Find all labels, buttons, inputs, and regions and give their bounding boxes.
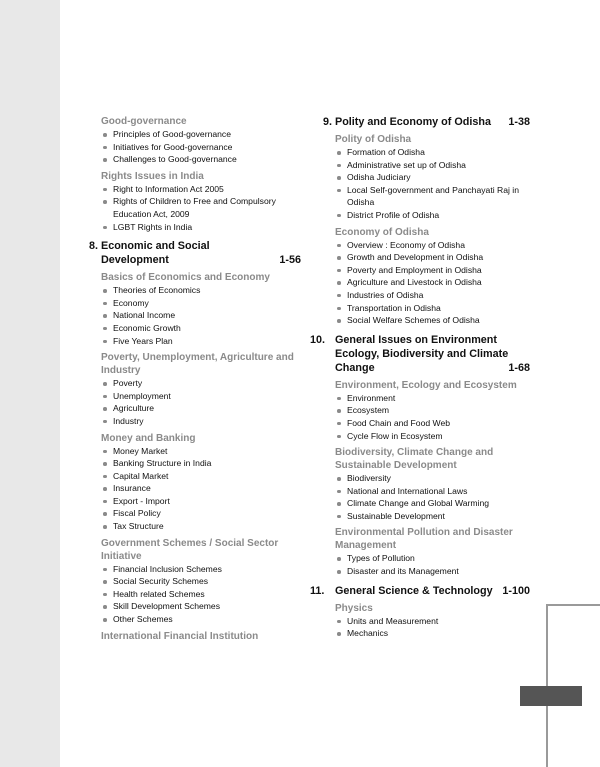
list-item: Food Chain and Food Web [335, 417, 530, 430]
list-item: Theories of Economics [101, 284, 301, 297]
list-item: Insurance [101, 482, 301, 495]
list-item: Types of Pollution [335, 552, 530, 565]
section-heading: Polity of Odisha [335, 134, 412, 145]
list-item: Money Market [101, 445, 301, 458]
list-item: Capital Market [101, 470, 301, 483]
section-heading: International Financial Institution [101, 630, 259, 642]
section-heading-rights-issues: Rights Issues in India [101, 170, 204, 182]
rights-issues-list [101, 183, 301, 233]
list-item: Unemployment [101, 390, 301, 403]
chapter-pages: 1-38 [508, 116, 530, 128]
section-heading: Poverty, Unemployment, Agriculture and Industry [101, 352, 294, 377]
chapter-10-heading [310, 333, 530, 375]
chapter-8-heading [89, 239, 301, 267]
list-item: Industry [101, 415, 301, 428]
list-item: Tax Structure [101, 520, 301, 533]
section-heading: Biodiversity, Climate Change and Sustainable Development [335, 447, 494, 472]
chapter-pages: 1-68 [508, 361, 530, 374]
section-heading: Environmental Pollution and Disaster Management [335, 527, 513, 552]
page-side-strip [0, 0, 60, 767]
list-item: Banking Structure in India [101, 457, 301, 470]
section-heading: Environment, Ecology and Ecosystem [335, 379, 517, 391]
list-item: Agriculture [101, 402, 301, 415]
list-item: Local Self-government and Panchayati Raj in Odisha [335, 184, 530, 209]
section-heading: Basics of Economics and Economy [101, 272, 270, 284]
chapter-11-heading [310, 584, 530, 598]
chapter-title: Economic and Social Development [101, 240, 210, 267]
list-item: Administrative set up of Odisha [335, 159, 530, 172]
list-item: Economic Growth [101, 322, 301, 335]
section-list [335, 239, 530, 327]
list-item: Ecosystem [335, 404, 530, 417]
list-item: National and International Laws [335, 485, 530, 498]
list-item: Agriculture and Livestock in Odisha [335, 276, 530, 289]
list-item: Poverty [101, 377, 301, 390]
list-item: Formation of Odisha [335, 146, 530, 159]
section-heading-good-governance: Good-governance [101, 116, 187, 127]
list-item: Other Schemes [101, 613, 301, 626]
list-item: Principles of Good-governance [101, 128, 301, 141]
list-item: Units and Measurement [335, 615, 530, 628]
good-governance-list [101, 128, 301, 166]
chapter-title: General Science & Technology [335, 584, 493, 597]
section-list [335, 552, 530, 577]
section-heading: Economy of Odisha [335, 226, 429, 238]
list-item: Biodiversity [335, 472, 530, 485]
list-item: Economy [101, 297, 301, 310]
list-item: Export - Import [101, 495, 301, 508]
chapter-pages: 1-100 [502, 584, 530, 597]
list-item: District Profile of Odisha [335, 209, 530, 222]
section-list [335, 146, 530, 222]
toc-left-column [89, 115, 301, 643]
list-item: Growth and Development in Odisha [335, 251, 530, 264]
list-item: Rights of Children to Free and Compulsory Education Act, 2009 [101, 195, 301, 220]
chapter-number: 8. [89, 240, 99, 253]
list-item: Climate Change and Global Warming [335, 497, 530, 510]
chapter-title: General Issues on Environment Ecology, Biodiversity and Climate Change [335, 333, 509, 374]
list-item: Industries of Odisha [335, 289, 530, 302]
chapter-pages: 1-56 [279, 254, 301, 267]
list-item: Odisha Judiciary [335, 171, 530, 184]
chapter-number: 9. [323, 116, 333, 128]
list-item: Disaster and its Management [335, 565, 530, 578]
list-item: Five Years Plan [101, 335, 301, 348]
list-item: Overview : Economy of Odisha [335, 239, 530, 252]
chapter-number: 11. [310, 584, 325, 597]
list-item: Fiscal Policy [101, 507, 301, 520]
page-tab-marker [520, 686, 582, 706]
toc-right-column [310, 115, 530, 640]
list-item: Social Welfare Schemes of Odisha [335, 314, 530, 327]
chapter-title: Polity and Economy of Odisha [335, 116, 491, 128]
list-item: Initiatives for Good-governance [101, 141, 301, 154]
section-list [101, 563, 301, 626]
list-item: Environment [335, 392, 530, 405]
list-item: Financial Inclusion Schemes [101, 563, 301, 576]
section-list [101, 284, 301, 347]
corner-frame-horizontal [546, 604, 600, 606]
list-item: Right to Information Act 2005 [101, 183, 301, 196]
section-heading: Physics [335, 602, 373, 614]
section-list [335, 472, 530, 522]
list-item: Transportation in Odisha [335, 302, 530, 315]
chapter-9-heading [323, 115, 530, 129]
list-item: Poverty and Employment in Odisha [335, 264, 530, 277]
section-list [335, 615, 530, 640]
list-item: LGBT Rights in India [101, 221, 301, 234]
list-item: Social Security Schemes [101, 575, 301, 588]
list-item: Cycle Flow in Ecosystem [335, 430, 530, 443]
list-item: Health related Schemes [101, 588, 301, 601]
section-heading: Money and Banking [101, 432, 196, 444]
list-item: Mechanics [335, 627, 530, 640]
section-list [101, 445, 301, 533]
list-item: Sustainable Development [335, 510, 530, 523]
chapter-number: 10. [310, 333, 326, 346]
section-list [335, 392, 530, 442]
list-item: Challenges to Good-governance [101, 153, 301, 166]
section-heading: Government Schemes / Social Sector Initiative [101, 537, 279, 562]
list-item: Skill Development Schemes [101, 600, 301, 613]
list-item: National Income [101, 309, 301, 322]
section-list [101, 377, 301, 427]
